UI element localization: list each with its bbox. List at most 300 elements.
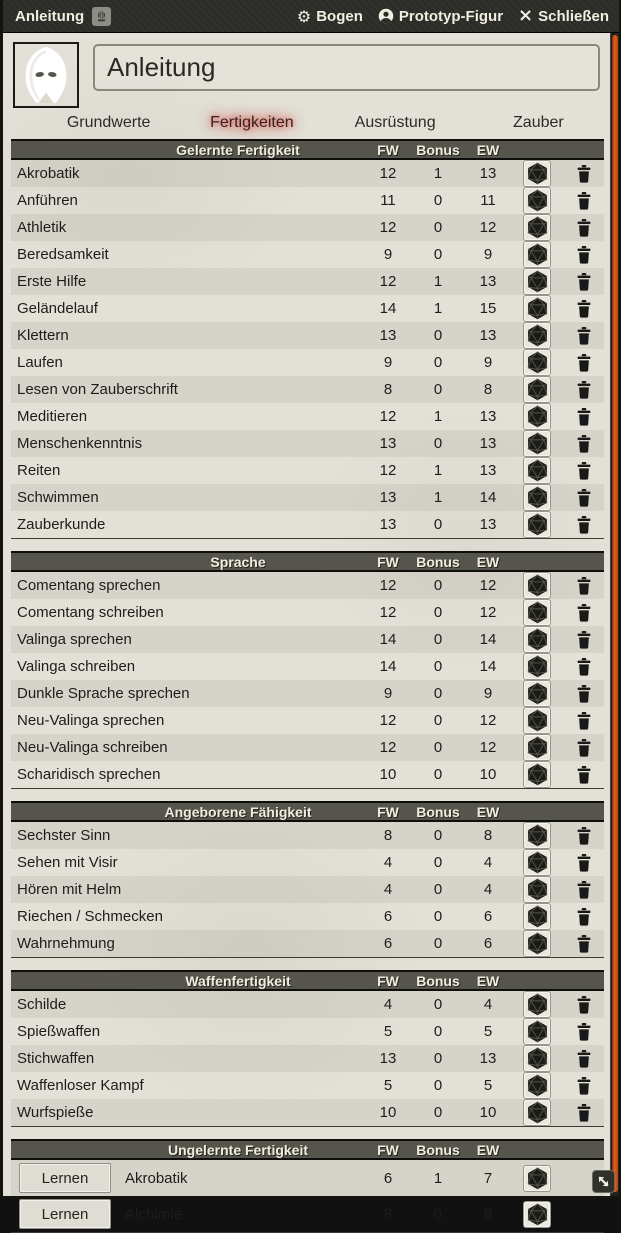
skill-ew-value: 14 <box>479 631 497 648</box>
trash-icon <box>575 711 593 731</box>
sheet-settings-button[interactable] <box>297 7 363 26</box>
skill-bonus-value: 1 <box>433 1169 443 1187</box>
delete-skill-button[interactable] <box>572 405 596 429</box>
delete-skill-button[interactable] <box>572 905 596 929</box>
skill-row <box>11 484 604 511</box>
d20-dice-icon <box>526 243 549 266</box>
delete-skill-button[interactable] <box>572 513 596 537</box>
trash-icon <box>575 880 593 900</box>
dice-roll-button[interactable] <box>523 457 551 484</box>
dice-roll-button[interactable] <box>523 241 551 268</box>
dice-roll-button[interactable] <box>523 599 551 626</box>
dice-roll-button[interactable] <box>523 484 551 511</box>
skill-fw-value: 8 <box>383 1205 393 1223</box>
column-header-ew: EW <box>476 553 500 570</box>
skill-name: Meditieren <box>17 408 88 425</box>
delete-skill-button[interactable] <box>572 1020 596 1044</box>
delete-skill-button[interactable] <box>572 486 596 510</box>
dice-roll-button[interactable] <box>523 707 551 734</box>
dice-roll-button[interactable] <box>523 511 551 538</box>
skill-row <box>11 680 604 707</box>
skill-fw-value: 12 <box>379 273 397 290</box>
skill-name: Akrobatik <box>125 1169 188 1187</box>
tab-ausruestung[interactable]: Ausrüstung <box>354 113 436 131</box>
skill-bonus-value: 0 <box>433 1050 443 1067</box>
trash-icon <box>575 353 593 373</box>
skill-ew-value: 12 <box>479 219 497 236</box>
trash-icon <box>575 1103 593 1123</box>
table-header <box>11 1139 604 1160</box>
dice-roll-button[interactable] <box>523 1045 551 1072</box>
skill-ew-value: 9 <box>483 685 493 702</box>
character-name-input[interactable] <box>93 44 600 91</box>
skill-fw-value: 12 <box>379 408 397 425</box>
skill-bonus-value: 0 <box>433 685 443 702</box>
skill-ew-value: 12 <box>479 712 497 729</box>
d20-dice-icon <box>526 878 549 901</box>
skill-name: Waffenloser Kampf <box>17 1077 144 1094</box>
titlebar[interactable] <box>3 0 619 33</box>
scrollbar-track[interactable] <box>610 33 619 1196</box>
skill-fw-value: 12 <box>379 739 397 756</box>
skill-fw-value: 9 <box>383 685 393 702</box>
delete-skill-button[interactable] <box>572 763 596 787</box>
dice-roll-button[interactable] <box>523 187 551 214</box>
column-header-ew: EW <box>476 972 500 989</box>
skill-bonus-value: 0 <box>433 631 443 648</box>
delete-skill-button[interactable] <box>572 601 596 625</box>
skill-bonus-value: 1 <box>433 489 443 506</box>
column-header-bonus: Bonus <box>416 803 460 820</box>
table-title: Waffenfertigkeit <box>185 972 291 989</box>
delete-skill-button[interactable] <box>572 297 596 321</box>
skill-ew-value: 5 <box>483 1023 493 1040</box>
skill-fw-value: 12 <box>379 462 397 479</box>
prototype-figure-label: Prototyp-Figur <box>398 7 504 25</box>
skill-name: Schwimmen <box>17 489 99 506</box>
table-header <box>11 801 604 822</box>
skill-ew-value: 10 <box>479 1104 497 1121</box>
skill-ew-value: 12 <box>479 577 497 594</box>
skill-name: Hören mit Helm <box>17 881 122 898</box>
skill-fw-value: 9 <box>383 354 393 371</box>
dice-roll-button[interactable] <box>523 268 551 295</box>
delete-skill-button[interactable] <box>572 1074 596 1098</box>
prototype-figure-button[interactable] <box>378 8 503 25</box>
skill-name: Stichwaffen <box>17 1050 95 1067</box>
dice-roll-button[interactable] <box>523 903 551 930</box>
skill-tables-area <box>3 139 610 1233</box>
column-header-ew: EW <box>476 141 500 158</box>
skill-bonus-value: 0 <box>433 604 443 621</box>
skill-fw-value: 10 <box>379 766 397 783</box>
delete-skill-button[interactable] <box>572 324 596 348</box>
dice-roll-button[interactable] <box>523 349 551 376</box>
dice-roll-button[interactable] <box>523 680 551 707</box>
d20-dice-icon <box>526 763 549 786</box>
d20-dice-icon <box>526 851 549 874</box>
skill-table <box>11 551 604 789</box>
trash-icon <box>575 934 593 954</box>
skill-ew-value: 13 <box>479 462 497 479</box>
d20-dice-icon <box>526 1047 549 1070</box>
d20-dice-icon <box>526 824 549 847</box>
dice-roll-button[interactable] <box>523 160 551 187</box>
skill-name: Wurfspieße <box>17 1104 94 1121</box>
trash-icon <box>575 738 593 758</box>
skill-name: Erste Hilfe <box>17 273 87 290</box>
skill-fw-value: 6 <box>383 908 393 925</box>
skill-row <box>11 734 604 761</box>
skill-name: Geländelauf <box>17 300 98 317</box>
skill-ew-value: 6 <box>483 908 493 925</box>
skill-table <box>11 801 604 958</box>
skill-ew-value: 15 <box>479 300 497 317</box>
skill-name: Sechster Sinn <box>17 827 111 844</box>
skill-ew-value: 14 <box>479 489 497 506</box>
skill-bonus-value: 0 <box>433 1104 443 1121</box>
dice-roll-button[interactable] <box>523 295 551 322</box>
dice-roll-button[interactable] <box>523 572 551 599</box>
skill-ew-value: 4 <box>483 996 493 1013</box>
skill-ew-value: 13 <box>479 1050 497 1067</box>
dice-roll-button[interactable] <box>523 653 551 680</box>
table-title: Gelernte Fertigkeit <box>176 141 300 158</box>
dice-roll-button[interactable] <box>523 403 551 430</box>
skill-row <box>11 707 604 734</box>
skill-row <box>11 214 604 241</box>
table-rows <box>11 822 604 958</box>
table-rows <box>11 991 604 1127</box>
skill-fw-value: 14 <box>379 658 397 675</box>
skill-ew-value: 8 <box>483 381 493 398</box>
skill-bonus-value: 0 <box>433 712 443 729</box>
dice-roll-button[interactable] <box>523 1072 551 1099</box>
skill-fw-value: 14 <box>379 300 397 317</box>
dice-roll-button[interactable] <box>523 322 551 349</box>
table-rows <box>11 1160 604 1233</box>
learn-button[interactable]: Lernen <box>19 1199 111 1229</box>
trash-icon <box>575 630 593 650</box>
trash-icon <box>575 272 593 292</box>
d20-dice-icon <box>526 405 549 428</box>
learn-button[interactable]: Lernen <box>19 1163 111 1193</box>
delete-skill-button[interactable] <box>572 824 596 848</box>
d20-dice-icon <box>526 216 549 239</box>
skill-ew-value: 13 <box>479 408 497 425</box>
skill-ew-value: 9 <box>483 354 493 371</box>
trash-icon <box>575 326 593 346</box>
sheet-settings-label: Bogen <box>316 7 363 25</box>
skill-ew-value: 8 <box>483 1205 493 1223</box>
trash-icon <box>575 684 593 704</box>
dice-roll-button[interactable] <box>523 430 551 457</box>
skill-row <box>11 1160 604 1196</box>
delete-skill-button[interactable] <box>572 574 596 598</box>
skill-fw-value: 12 <box>379 577 397 594</box>
dice-roll-button[interactable] <box>523 761 551 788</box>
skill-name: Valinga sprechen <box>17 631 132 648</box>
trash-icon <box>575 1022 593 1042</box>
skill-name: Comentang schreiben <box>17 604 164 621</box>
skill-fw-value: 12 <box>379 604 397 621</box>
d20-dice-icon <box>526 1167 549 1190</box>
skill-fw-value: 8 <box>383 381 393 398</box>
trash-icon <box>575 164 593 184</box>
skill-bonus-value: 1 <box>433 273 443 290</box>
trash-icon <box>575 995 593 1015</box>
delete-skill-button[interactable] <box>572 1101 596 1125</box>
skill-row <box>11 160 604 187</box>
skill-table <box>11 1139 604 1233</box>
delete-skill-button[interactable] <box>572 878 596 902</box>
d20-dice-icon <box>526 513 549 536</box>
dice-roll-button[interactable] <box>523 214 551 241</box>
skill-name: Akrobatik <box>17 165 80 182</box>
dice-roll-button[interactable] <box>523 930 551 957</box>
delete-skill-button[interactable] <box>572 162 596 186</box>
delete-skill-button[interactable] <box>572 851 596 875</box>
skill-ew-value: 14 <box>479 658 497 675</box>
skill-row <box>11 1018 604 1045</box>
trash-icon <box>575 576 593 596</box>
delete-skill-button[interactable] <box>572 682 596 706</box>
skill-name: Comentang sprechen <box>17 577 161 594</box>
skill-fw-value: 12 <box>379 219 397 236</box>
skill-table <box>11 970 604 1127</box>
skill-row <box>11 599 604 626</box>
skill-table <box>11 139 604 539</box>
skill-row <box>11 511 604 538</box>
d20-dice-icon <box>526 324 549 347</box>
skill-ew-value: 8 <box>483 827 493 844</box>
trash-icon <box>575 488 593 508</box>
delete-skill-button[interactable] <box>572 378 596 402</box>
dice-roll-button[interactable] <box>523 991 551 1018</box>
column-header-bonus: Bonus <box>416 553 460 570</box>
delete-skill-button[interactable] <box>572 628 596 652</box>
skill-bonus-value: 0 <box>433 1077 443 1094</box>
resize-handle[interactable] <box>592 1170 615 1193</box>
skill-row <box>11 295 604 322</box>
skill-bonus-value: 0 <box>433 246 443 263</box>
sheet-content <box>3 33 610 1233</box>
table-title: Angeborene Fähigkeit <box>164 803 312 820</box>
person-circle-icon <box>378 8 394 24</box>
column-header-fw: FW <box>377 1141 399 1158</box>
d20-dice-icon <box>526 709 549 732</box>
d20-dice-icon <box>526 932 549 955</box>
dice-roll-button[interactable] <box>523 876 551 903</box>
column-header-bonus: Bonus <box>416 141 460 158</box>
skill-row <box>11 241 604 268</box>
skill-name: Schilde <box>17 996 67 1013</box>
skill-row <box>11 1196 604 1232</box>
skill-bonus-value: 0 <box>433 1205 443 1223</box>
delete-skill-button[interactable] <box>572 459 596 483</box>
delete-skill-button[interactable] <box>572 736 596 760</box>
skill-fw-value: 13 <box>379 327 397 344</box>
d20-dice-icon <box>526 189 549 212</box>
trash-icon <box>575 907 593 927</box>
d20-dice-icon <box>526 486 549 509</box>
skill-row <box>11 1099 604 1126</box>
d20-dice-icon <box>526 628 549 651</box>
trash-icon <box>575 245 593 265</box>
d20-dice-icon <box>526 736 549 759</box>
close-icon: × <box>518 5 534 26</box>
delete-skill-button[interactable] <box>572 216 596 240</box>
close-window-label: Schließen <box>538 7 609 25</box>
table-header <box>11 970 604 991</box>
skill-name: Beredsamkeit <box>17 246 109 263</box>
skill-ew-value: 10 <box>479 766 497 783</box>
skill-row <box>11 349 604 376</box>
skill-fw-value: 12 <box>379 165 397 182</box>
table-rows <box>11 572 604 789</box>
trash-icon <box>575 826 593 846</box>
skill-ew-value: 11 <box>480 192 496 209</box>
skill-bonus-value: 0 <box>433 219 443 236</box>
skill-bonus-value: 0 <box>433 577 443 594</box>
delete-skill-button[interactable] <box>572 432 596 456</box>
skill-fw-value: 5 <box>383 1023 393 1040</box>
table-header <box>11 139 604 160</box>
dice-roll-button[interactable] <box>523 1165 551 1192</box>
skill-bonus-value: 0 <box>433 881 443 898</box>
skill-bonus-value: 0 <box>433 435 443 452</box>
d20-dice-icon <box>526 432 549 455</box>
skill-fw-value: 14 <box>379 631 397 648</box>
skill-fw-value: 12 <box>379 712 397 729</box>
delete-skill-button[interactable] <box>572 351 596 375</box>
skill-name: Sehen mit Visir <box>17 854 118 871</box>
trash-icon <box>575 461 593 481</box>
d20-dice-icon <box>526 1074 549 1097</box>
delete-skill-button[interactable] <box>572 189 596 213</box>
skill-name: Lesen von Zauberschrift <box>17 381 178 398</box>
skill-row <box>11 626 604 653</box>
delete-skill-button[interactable] <box>572 243 596 267</box>
skill-bonus-value: 0 <box>433 908 443 925</box>
skill-row <box>11 903 604 930</box>
d20-dice-icon <box>526 270 549 293</box>
dice-roll-button[interactable] <box>523 1018 551 1045</box>
skill-name: Anführen <box>17 192 78 209</box>
skill-name: Klettern <box>17 327 69 344</box>
tab-grundwerte[interactable]: Grundwerte <box>66 113 151 131</box>
skill-name: Laufen <box>17 354 63 371</box>
skill-row <box>11 761 604 788</box>
skill-bonus-value: 1 <box>433 165 443 182</box>
d20-dice-icon <box>526 993 549 1016</box>
skill-fw-value: 4 <box>383 996 393 1013</box>
skill-row <box>11 268 604 295</box>
d20-dice-icon <box>526 574 549 597</box>
delete-skill-button[interactable] <box>572 655 596 679</box>
dice-roll-button[interactable] <box>523 1201 551 1228</box>
skill-row <box>11 322 604 349</box>
d20-dice-icon <box>526 655 549 678</box>
skill-row <box>11 930 604 957</box>
delete-skill-button[interactable] <box>572 1047 596 1071</box>
trash-icon <box>575 434 593 454</box>
delete-skill-button[interactable] <box>572 270 596 294</box>
column-header-fw: FW <box>377 803 399 820</box>
d20-dice-icon <box>526 297 549 320</box>
skill-row <box>11 572 604 599</box>
skill-bonus-value: 0 <box>433 854 443 871</box>
trash-icon <box>575 765 593 785</box>
skill-name: Neu-Valinga schreiben <box>17 739 168 756</box>
resize-diagonal-icon <box>596 1174 611 1189</box>
dice-roll-button[interactable] <box>523 734 551 761</box>
skill-row <box>11 991 604 1018</box>
skill-row <box>11 1072 604 1099</box>
skill-bonus-value: 0 <box>433 827 443 844</box>
scrollbar-thumb[interactable] <box>612 35 618 1192</box>
character-portrait[interactable] <box>13 42 79 108</box>
column-header-fw: FW <box>377 553 399 570</box>
tab-fertigkeiten[interactable]: Fertigkeiten <box>210 113 294 131</box>
skill-bonus-value: 1 <box>433 408 443 425</box>
skill-ew-value: 9 <box>483 246 493 263</box>
d20-dice-icon <box>526 905 549 928</box>
skill-name: Reiten <box>17 462 61 479</box>
skill-bonus-value: 0 <box>433 516 443 533</box>
dice-roll-button[interactable] <box>523 822 551 849</box>
delete-skill-button[interactable] <box>572 709 596 733</box>
skill-ew-value: 4 <box>483 881 493 898</box>
trash-icon <box>575 218 593 238</box>
dice-roll-button[interactable] <box>523 376 551 403</box>
trash-icon <box>575 515 593 535</box>
close-window-button[interactable] <box>518 5 609 26</box>
table-title: Ungelernte Fertigkeit <box>167 1141 309 1158</box>
table-header <box>11 551 604 572</box>
skill-name: Athletik <box>17 219 67 236</box>
skill-bonus-value: 0 <box>433 192 443 209</box>
skill-name: Scharidisch sprechen <box>17 766 161 783</box>
skill-row <box>11 653 604 680</box>
dice-roll-button[interactable] <box>523 849 551 876</box>
skill-fw-value: 5 <box>383 1077 393 1094</box>
skill-ew-value: 12 <box>479 739 497 756</box>
skill-fw-value: 13 <box>379 516 397 533</box>
d20-dice-icon <box>526 1020 549 1043</box>
d20-dice-icon <box>526 1203 549 1226</box>
column-header-ew: EW <box>476 1141 500 1158</box>
skill-row <box>11 430 604 457</box>
dice-roll-button[interactable] <box>523 1099 551 1126</box>
skill-bonus-value: 0 <box>433 327 443 344</box>
skill-fw-value: 4 <box>383 854 393 871</box>
skill-row <box>11 876 604 903</box>
skill-name: Neu-Valinga sprechen <box>17 712 165 729</box>
tab-zauber[interactable]: Zauber <box>513 113 564 131</box>
skill-bonus-value: 1 <box>433 462 443 479</box>
skill-fw-value: 4 <box>383 881 393 898</box>
skill-name: Dunkle Sprache sprechen <box>17 685 190 702</box>
skill-name: Valinga schreiben <box>17 658 136 675</box>
skill-row <box>11 457 604 484</box>
delete-skill-button[interactable] <box>572 993 596 1017</box>
skill-name: Spießwaffen <box>17 1023 101 1040</box>
dice-roll-button[interactable] <box>523 626 551 653</box>
delete-skill-button[interactable] <box>572 932 596 956</box>
skill-row <box>11 822 604 849</box>
trash-icon <box>575 1049 593 1069</box>
